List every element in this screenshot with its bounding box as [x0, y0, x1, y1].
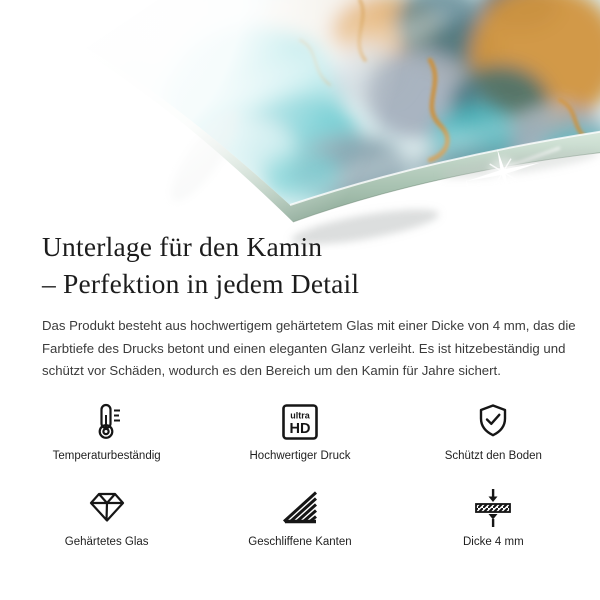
feature-label: Temperaturbeständig [52, 450, 161, 462]
feature-temperature [10, 402, 203, 462]
ultra-hd-icon [280, 402, 320, 442]
polished-edges-icon [280, 488, 320, 528]
glass-panel-graphic [0, 0, 600, 250]
description-line: schützt vor Schäden, wodurch es den Bereich um den Kamin für Jahre sichert. [42, 363, 501, 379]
product-description-section [42, 228, 590, 383]
white-fade-overlay [0, 0, 600, 250]
feature-floor-protection [397, 402, 590, 462]
feature-tempered-glass [10, 488, 203, 548]
feature-label: Gehärtetes Glas [64, 536, 149, 548]
description-line: Das Produkt besteht aus hochwertigem gehärtetem Glas mit einer Dicke von 4 mm, das die [42, 318, 576, 333]
feature-grid [10, 402, 590, 548]
thermometer-icon [87, 402, 127, 442]
shield-check-icon [473, 402, 513, 442]
product-description [42, 315, 590, 383]
product-hero-image [0, 0, 600, 250]
title-line-1: Unterlage für den Kamin [42, 231, 323, 262]
feature-print-quality [203, 402, 396, 462]
feature-label: Geschliffene Kanten [248, 536, 352, 548]
ultra-hd-badge-bottom: HD [289, 421, 311, 437]
ultra-hd-badge-top: ultra [290, 410, 310, 421]
diamond-icon [87, 488, 127, 528]
feature-label: Hochwertiger Druck [249, 450, 351, 462]
thickness-icon [473, 488, 513, 528]
feature-label: Dicke 4 mm [462, 536, 524, 548]
feature-polished-edges [203, 488, 396, 548]
description-line: Farbtiefe des Drucks betont und einen eleganten Glanz verleiht. Es ist hitzebeständig und [42, 340, 566, 356]
title-line-2: – Perfektion in jedem Detail [42, 268, 360, 299]
page-title [42, 228, 590, 302]
feature-thickness [397, 488, 590, 548]
feature-label: Schützt den Boden [444, 450, 542, 462]
